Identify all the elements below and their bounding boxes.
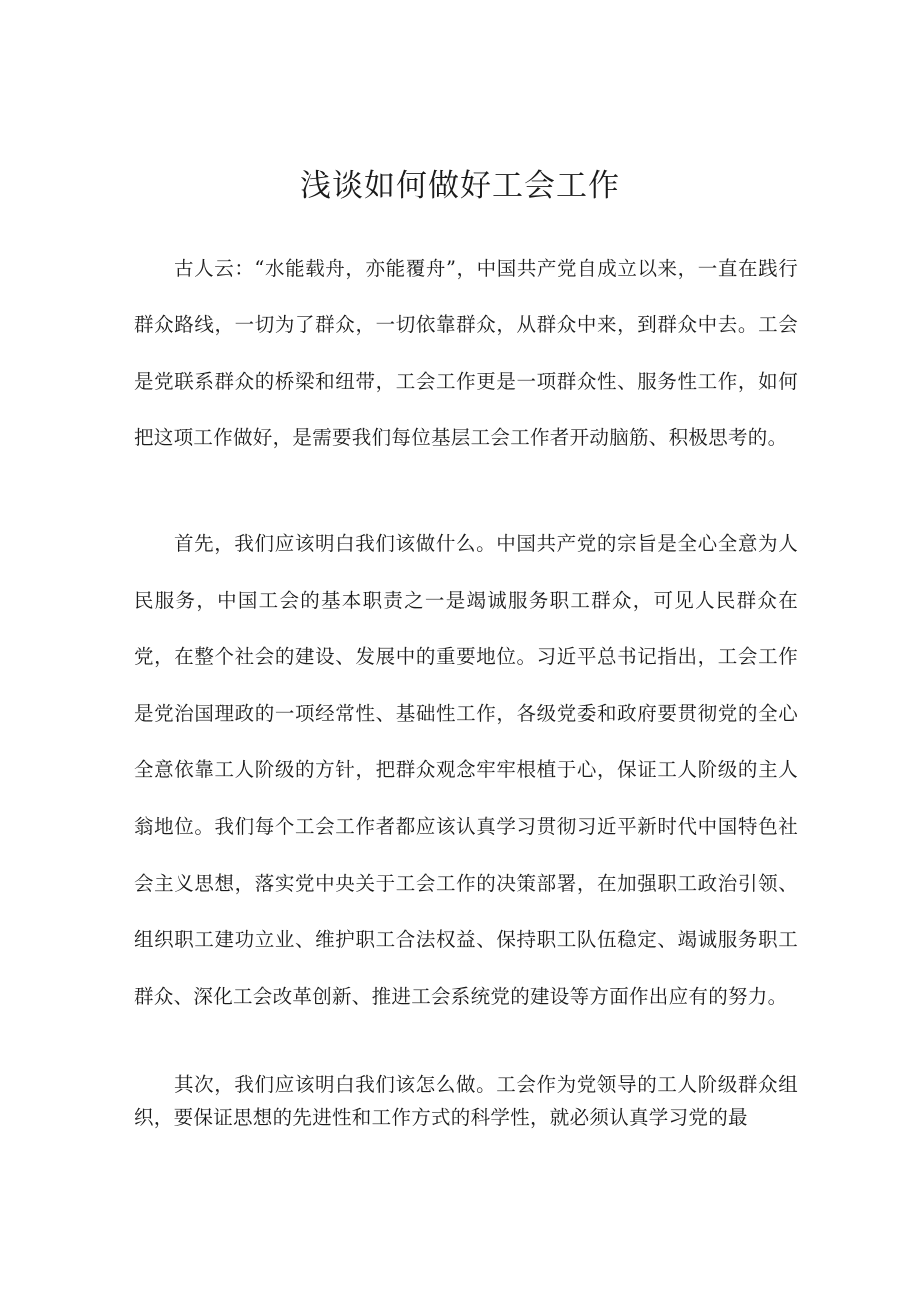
document-title: 浅谈如何做好工会工作: [300, 168, 620, 204]
paragraph-first: 首先，我们应该明白我们该做什么。中国共产党的宗旨是全心全意为人民服务，中国工会的基本职责之一是竭诚服务职工群众，可见人民群众在党，在整个社会的建设、发展中的重要地位。习近平总书记指出，工会工作是党治国理政的一项经常性、基础性工作，各级党委和政府要贯彻党的全心全意依靠工人阶级的方针，把群众观念牢牢根植于心，保证工人阶级的主人翁地位。我们每个工会工作者都应该认真学习贯彻习近平新时代中国特色社会主义思想，落实党中央关于工会工作的决策部署，在加强职工政治引领、组织职工建功立业、维护职工合法权益、保持职工队伍稳定、竭诚服务职工群众、深化工会改革创新、推进工会系统党的建设等方面作出应有的努力。: [134, 532, 798, 1008]
paragraph-second: 其次，我们应该明白我们该怎么做。工会作为党领导的工人阶级群众组织，要保证思想的先进性和工作方式的科学性，就必须认真学习党的最: [134, 1073, 798, 1129]
paragraph-intro: 古人云：“水能载舟，亦能覆舟”，中国共产党自成立以来，一直在践行群众路线，一切为了群众，一切依靠群众，从群众中来，到群众中去。工会是党联系群众的桥梁和纽带，工会工作更是一项群众性、服务性工作，如何把这项工作做好，是需要我们每位基层工会工作者开动脑筋、积极思考的。: [134, 257, 798, 449]
